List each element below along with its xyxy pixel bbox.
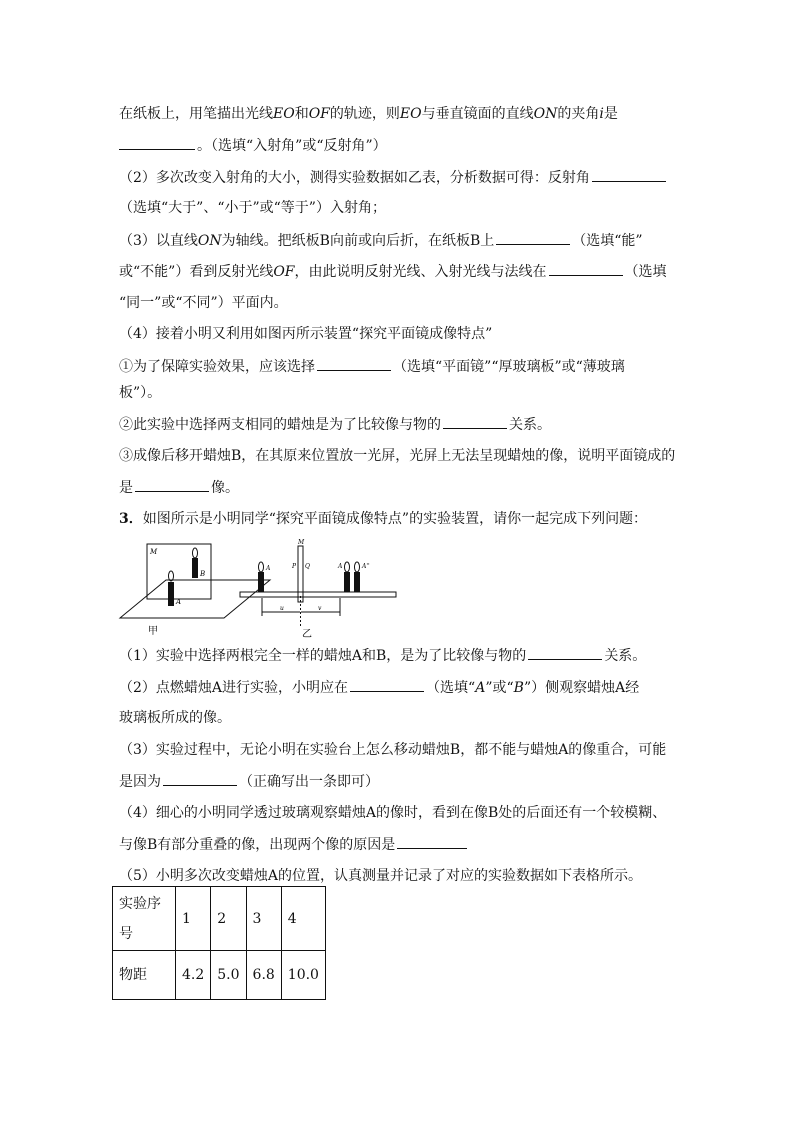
text: ③成像后移开蜡烛B，在其原来位置放一光屏，光屏上无法呈现蜡烛的像，说明平面镜成的 <box>119 448 676 464</box>
experiment-figure <box>118 536 398 642</box>
data-table <box>112 886 326 1000</box>
table-cell: 物距 <box>113 951 176 1000</box>
text: （2）点燃蜡烛A进行实验，小明应在 <box>119 680 349 696</box>
text: （选填 <box>624 264 667 280</box>
text-line <box>119 293 288 313</box>
text-line <box>119 104 618 124</box>
label-u: u <box>280 605 284 612</box>
text: （选填“能” <box>572 233 643 249</box>
text-line <box>119 771 379 792</box>
label-p: P <box>292 563 297 570</box>
text-line <box>119 167 668 188</box>
text-line <box>119 477 239 498</box>
text: 与垂直镜面的直线 <box>421 106 534 122</box>
answer-blank[interactable] <box>119 135 195 150</box>
text: 如图所示是小明同学“探究平面镜成像特点”的实验装置，请你一起完成下列问题： <box>142 511 648 527</box>
text: ，由此说明反射光线、入射光线与法线在 <box>294 264 547 280</box>
table-cell: 4 <box>281 887 325 951</box>
text: （选填“ <box>426 680 476 696</box>
candle-b <box>192 548 198 578</box>
text: 与像B有部分重叠的像，出现两个像的原因是 <box>119 837 396 853</box>
text: EO <box>273 106 295 122</box>
label-a-side: A <box>266 565 271 572</box>
answer-blank[interactable] <box>528 645 602 660</box>
table-cell: 10.0 <box>281 951 325 1000</box>
candle-a-side <box>258 562 264 592</box>
text-line <box>119 708 231 728</box>
text: i <box>599 106 604 122</box>
text-line <box>119 803 666 823</box>
text: ②此实验中选择两支相同的蜡烛是为了比较像与物的 <box>119 417 441 433</box>
text-line <box>119 135 387 156</box>
text: 或“不能”）看到反射光线 <box>119 264 274 280</box>
text: 关系。 <box>509 417 551 433</box>
table-cell: 5.0 <box>211 951 246 1000</box>
answer-blank[interactable] <box>317 356 391 371</box>
text: 玻璃板所成的像。 <box>119 710 231 726</box>
table-row <box>113 887 326 951</box>
table-row <box>113 951 326 1000</box>
text: “同一”或“不同”）平面内。 <box>119 295 288 311</box>
table-cell: 1 <box>176 887 211 951</box>
text: 是 <box>603 106 618 122</box>
candle-image-2 <box>354 562 360 592</box>
text: （正确写出一条即可） <box>239 774 379 790</box>
text: （2）多次改变入射角的大小，测得实验数据如乙表，分析数据可得：反射角 <box>119 170 590 186</box>
text-line <box>119 446 675 466</box>
text: （5）小明多次改变蜡烛A的位置，认真测量并记录了对应的实验数据如下表格所示。 <box>119 868 643 884</box>
text-line <box>119 230 643 251</box>
text: 是因为 <box>119 774 161 790</box>
text: 的夹角 <box>557 106 600 122</box>
text: 和 <box>294 106 309 122</box>
caption-left: 甲 <box>148 626 158 637</box>
table-cell: 3 <box>246 887 281 951</box>
text: （选填“平面镜”“厚玻璃板”或“薄玻璃 <box>393 359 625 375</box>
answer-blank[interactable] <box>397 834 467 849</box>
label-m-side: M <box>298 539 305 546</box>
label-q: Q <box>305 563 310 570</box>
text-line <box>119 414 551 435</box>
text: ON <box>197 233 222 249</box>
text-line <box>119 198 386 218</box>
text: ”）侧观察蜡烛A经 <box>523 680 640 696</box>
text: 板”）。 <box>119 385 162 401</box>
text: （4）接着小明又利用如图丙所示装置“探究平面镜成像特点” <box>119 326 493 342</box>
label-a: A <box>176 598 182 606</box>
question-number: 3． <box>119 511 143 527</box>
label-m: M <box>150 548 158 556</box>
text: OF <box>273 264 295 280</box>
text: 像。 <box>211 480 239 496</box>
text: ”或“ <box>485 680 514 696</box>
text: 关系。 <box>604 648 647 664</box>
text: （3）实验过程中，无论小明在实验台上怎么移动蜡烛B，都不能与蜡烛A的像重合，可能 <box>119 742 667 758</box>
table-cell: 2 <box>211 887 246 951</box>
label-b: B <box>200 570 206 578</box>
answer-blank[interactable] <box>496 230 570 245</box>
answer-blank[interactable] <box>135 477 209 492</box>
glass-plate-side <box>298 546 303 602</box>
text-line <box>119 834 469 855</box>
text: 。（选填“入射角”或“反射角”） <box>197 138 387 154</box>
text-line <box>119 740 666 760</box>
answer-blank[interactable] <box>443 414 507 429</box>
text: ①为了保障实验效果，应该选择 <box>119 359 315 375</box>
text-line <box>119 356 625 377</box>
text: A <box>475 680 486 696</box>
text: 的轨迹，则 <box>329 106 400 122</box>
caption-right: 乙 <box>302 629 312 640</box>
text: （3）以直线 <box>119 233 198 249</box>
answer-blank[interactable] <box>549 261 623 276</box>
figure-left-mirror-setup <box>120 544 270 618</box>
text-line <box>119 677 639 698</box>
candle-image-1 <box>344 562 350 592</box>
base-board <box>240 592 396 597</box>
text: B <box>513 680 524 696</box>
answer-blank[interactable] <box>350 677 424 692</box>
table-cell: 实验序号 <box>113 887 176 951</box>
table-cell: 6.8 <box>246 951 281 1000</box>
text: OF <box>308 106 330 122</box>
text: 在纸板上，用笔描出光线 <box>119 106 273 122</box>
text: （1）实验中选择两根完全一样的蜡烛A和B，是为了比较像与物的 <box>119 648 527 664</box>
text-line <box>119 383 161 403</box>
label-a-double-prime: A'' <box>362 563 370 570</box>
text: ON <box>533 106 558 122</box>
answer-blank[interactable] <box>163 771 237 786</box>
text: EO <box>399 106 422 122</box>
text-line <box>119 866 642 886</box>
text: 为轴线。把纸板B向前或向后折，在纸板B上 <box>221 233 495 249</box>
text: （选填“大于”、“小于”或“等于”）入射角； <box>119 200 386 216</box>
table-cell: 4.2 <box>176 951 211 1000</box>
label-a-image: A <box>338 563 343 570</box>
text-line <box>119 645 646 666</box>
text: （4）细心的小明同学透过玻璃观察蜡烛A的像时，看到在像B处的后面还有一个较模糊、 <box>119 805 667 821</box>
answer-blank[interactable] <box>592 167 666 182</box>
candle-a <box>168 571 174 606</box>
text-line <box>119 261 667 282</box>
text: 是 <box>119 480 133 496</box>
question-3-stem <box>119 509 647 529</box>
label-v: v <box>318 605 322 612</box>
text-line <box>119 324 492 344</box>
